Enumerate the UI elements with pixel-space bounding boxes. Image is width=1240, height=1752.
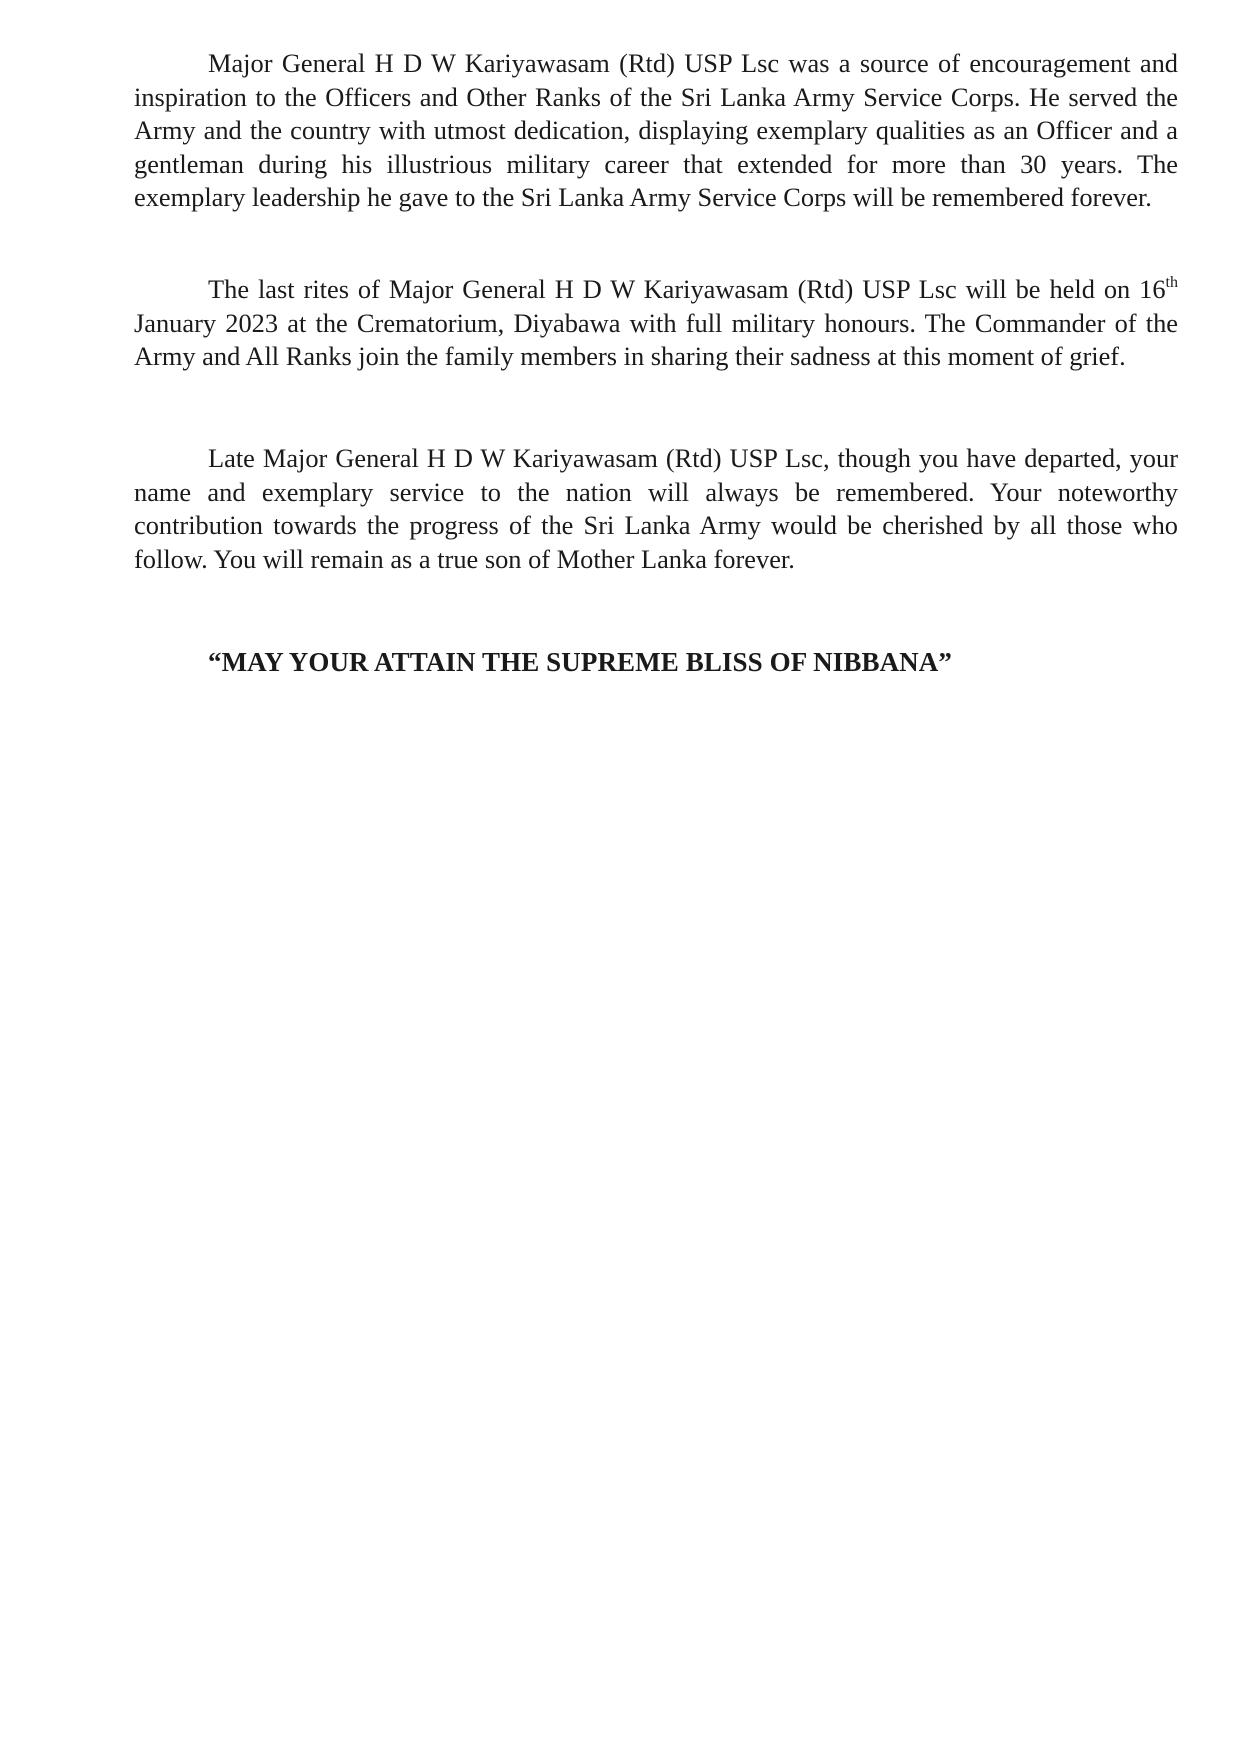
last-rites-text-start: The last rites of Major General H D W Kariyawasam (Rtd) USP Lsc will be held on 16 [208, 274, 1166, 304]
paragraph-last-rites [134, 273, 1178, 374]
ordinal-suffix: th [1165, 274, 1178, 291]
paragraph-farewell: Late Major General H D W Kariyawasam (Rtd) USP Lsc, though you have departed, your name and exemplary service to the nation will always be remembered. Your noteworthy contribution towards the progress of the Sri Lanka Army would be cherished by all those who follow. You will remain as a true son of Mother Lanka forever. [134, 443, 1178, 574]
last-rites-text-end: January 2023 at the Crematorium, Diyabawa with full military honours. The Commander of the Army and All Ranks join the family members in sharing their sadness at this moment of grief. [134, 307, 1178, 372]
closing-blessing: “MAY YOUR ATTAIN THE SUPREME BLISS OF NIBBANA” [208, 647, 952, 677]
paragraph-tribute: Major General H D W Kariyawasam (Rtd) USP Lsc was a source of encouragement and inspiration to the Officers and Other Ranks of the Sri Lanka Army Service Corps. He served the Army and the country with utmost dedication, displaying exemplary qualities as an Officer and a gentleman during his illustrious military career that extended for more than 30 years. The exemplary leadership he gave to the Sri Lanka Army Service Corps will be remembered forever. [134, 48, 1178, 213]
